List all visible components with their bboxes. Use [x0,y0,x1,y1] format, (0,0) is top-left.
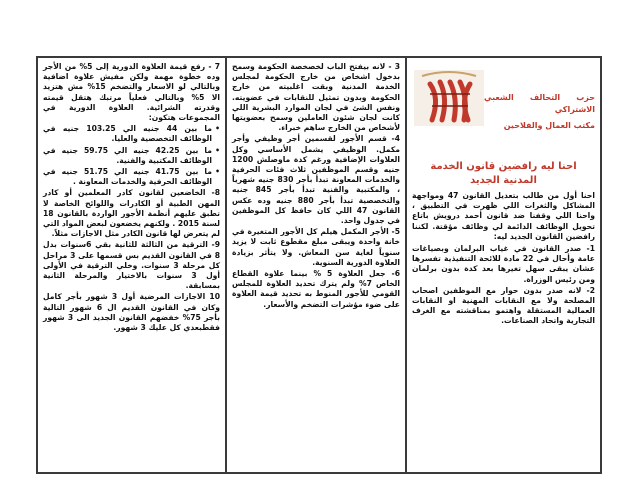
column-right [407,58,600,472]
point-3: 3 - لانه بيفتح الباب لخصخصة الحكومة وسمح بدخول اشخاص من خارج الحكومة لمجلس الخدمة المدنية وبقت اغلبيته من خارج الحكومة وبدون تمثيل للنقابات في عضويته. ونفس الشئ في لجان الموارد البشرية اللي كانت لجان شئون العاملين وسمح بعضويتها لأشخاص من الخارج ساهم خبراء. [232,62,400,133]
point-1: 1- صدر القانون في غياب البرلمان وبصياغات عامة وأحال في 22 مادة للائحة التنفيذية تفسرها عشان يبقى سهل تغيرها بعد كدة بدون برلمان ومن رئيس الوزراة. [412,244,595,284]
point-6: 6- جعل العلاوة 5 % بينما علاوة القطاع الخاص 7% ولم يترك تحديد العلاوة للمجلس القومي للأجور المنوط به تحديد قيمة العلاوة على ضوء مؤشرات التضخم والأسعار. [232,269,401,309]
list-item: • ما بين 42.25 جنيه الي 59.75 جنيه في الوظائف المكتبية والفنية. [43,146,220,166]
point-5: 5- الأجر المكمل هيلم كل الأجور المتغيرة في خانة واحدة ويبقى مبلغ مقطوع ثابت لا يزيد سنوياً لغاية سن المعاش. ولا يتأثر بزيادة العلاوة الدورية السنوية. [232,227,400,267]
point-10: 10 الاجازات المرضية أول 3 شهور بأجر كامل وكان في القانون القديم ال 6 شهور التالية بأجر 75% خفضهم القانون الجديد الى 3 شهور فقطبعدي كل عليك 3 شهور. [43,292,220,333]
point-4: 4- قسم الأجور لقسمين أجر وظيفي وأجر مكمل. الوظيفي يشمل الأساسي وكل العلاوات الإضافية ورغم كدة ماوصلش 1200 جنيه وقسم الموظفين ثلاث فئات الحرفية والخدمات المعاونة تبدأ بأجر 830 جنيه شهرياً ، والمكتبية والفنية تبدأ بأجر 845 جنيه والتخصصية تبدأ بأجر 880 جنيه وده عكس القانون 47 اللي كان حافظ كل الموظفين في جدول واحد. [232,134,401,226]
list-item: • ما بين 44 جنيه الي 103.25 جنيه في الوظائف التخصصية والعليا. [43,124,220,144]
header-block [412,62,595,160]
list-item: • ما بين 41.75 جنيه الي 51.75 جنيه في الوظائف الحرفية والخدمات المعاونة . [43,167,220,187]
column-middle [227,58,407,472]
flyer-table [36,56,602,474]
intro-paragraph: احنا أول من طالب بتعديل القانون 47 ومواجهة المشاكل والثغرات اللي ظهرت في التطبيق ، واحنا اللي وقفنا ضد قانون أحمد درويش باتاع تحويل الوظائف الدائمة لي وظائف مؤقتة. لكننا رافضين القانون الجديد ليه: [412,191,595,241]
point-9: 9- الترقية من الثالثة للثانية بقي 6سنوات بدل 8 في القانون القديم بس قسمها على 3 مراحل كل مرحلة 3 سنوات. وخلي الترقية في الأولى أول 3 سنوات بالاختيار والمرحلة الثانية بمسابقة. [43,240,220,291]
column-left [38,58,227,472]
office-name: مكتب العمال والفلاحين [503,121,595,130]
point-7: 7 - رفع قيمة العلاوة الدورية إلى 5% من الأجر وده خطوة مهمة ولكن مفيش علاوة اضافية وبالتالي لو الاسعار والتضخم 15% مش هتزيد الا 5% وبالتالي فعلياً مرتبك هتقل قيمته وقدرته الشرائية. العلاوة الدورية في المجموعات هتكون: [43,62,221,123]
party-name: حزب التحالف الشعبي الاشتراكي [484,93,595,114]
point-2: 2- لانه صدر بدون حوار مع الموظفين اصحاب المصلحة ولا مع النقابات المهنية او النقابات العمالية المستقلة واهتمو بمناقشته مع الغرف التجارية واتحاد الصناعات. [412,285,595,326]
point-8: 8- الخاضعين لقانون كادر المعلمين أو كادر المهن الطبية أو الكادرات واللوائح الخاصة لا تطبق عليهم أنظمة الأجور الواردة بالقانون 18 لسنة 2015 . ولكنهم يخضعون لبعض المواد التي لم يتعرض لها قانون الكادر مثل الاجازات مثلاً. [43,188,220,239]
raise-bullets [43,124,220,187]
flyer-title: احنا ليه رافضين قانون الخدمة المدنية الجديد [430,161,577,186]
party-info [484,62,595,132]
party-emblem-icon [414,70,484,126]
